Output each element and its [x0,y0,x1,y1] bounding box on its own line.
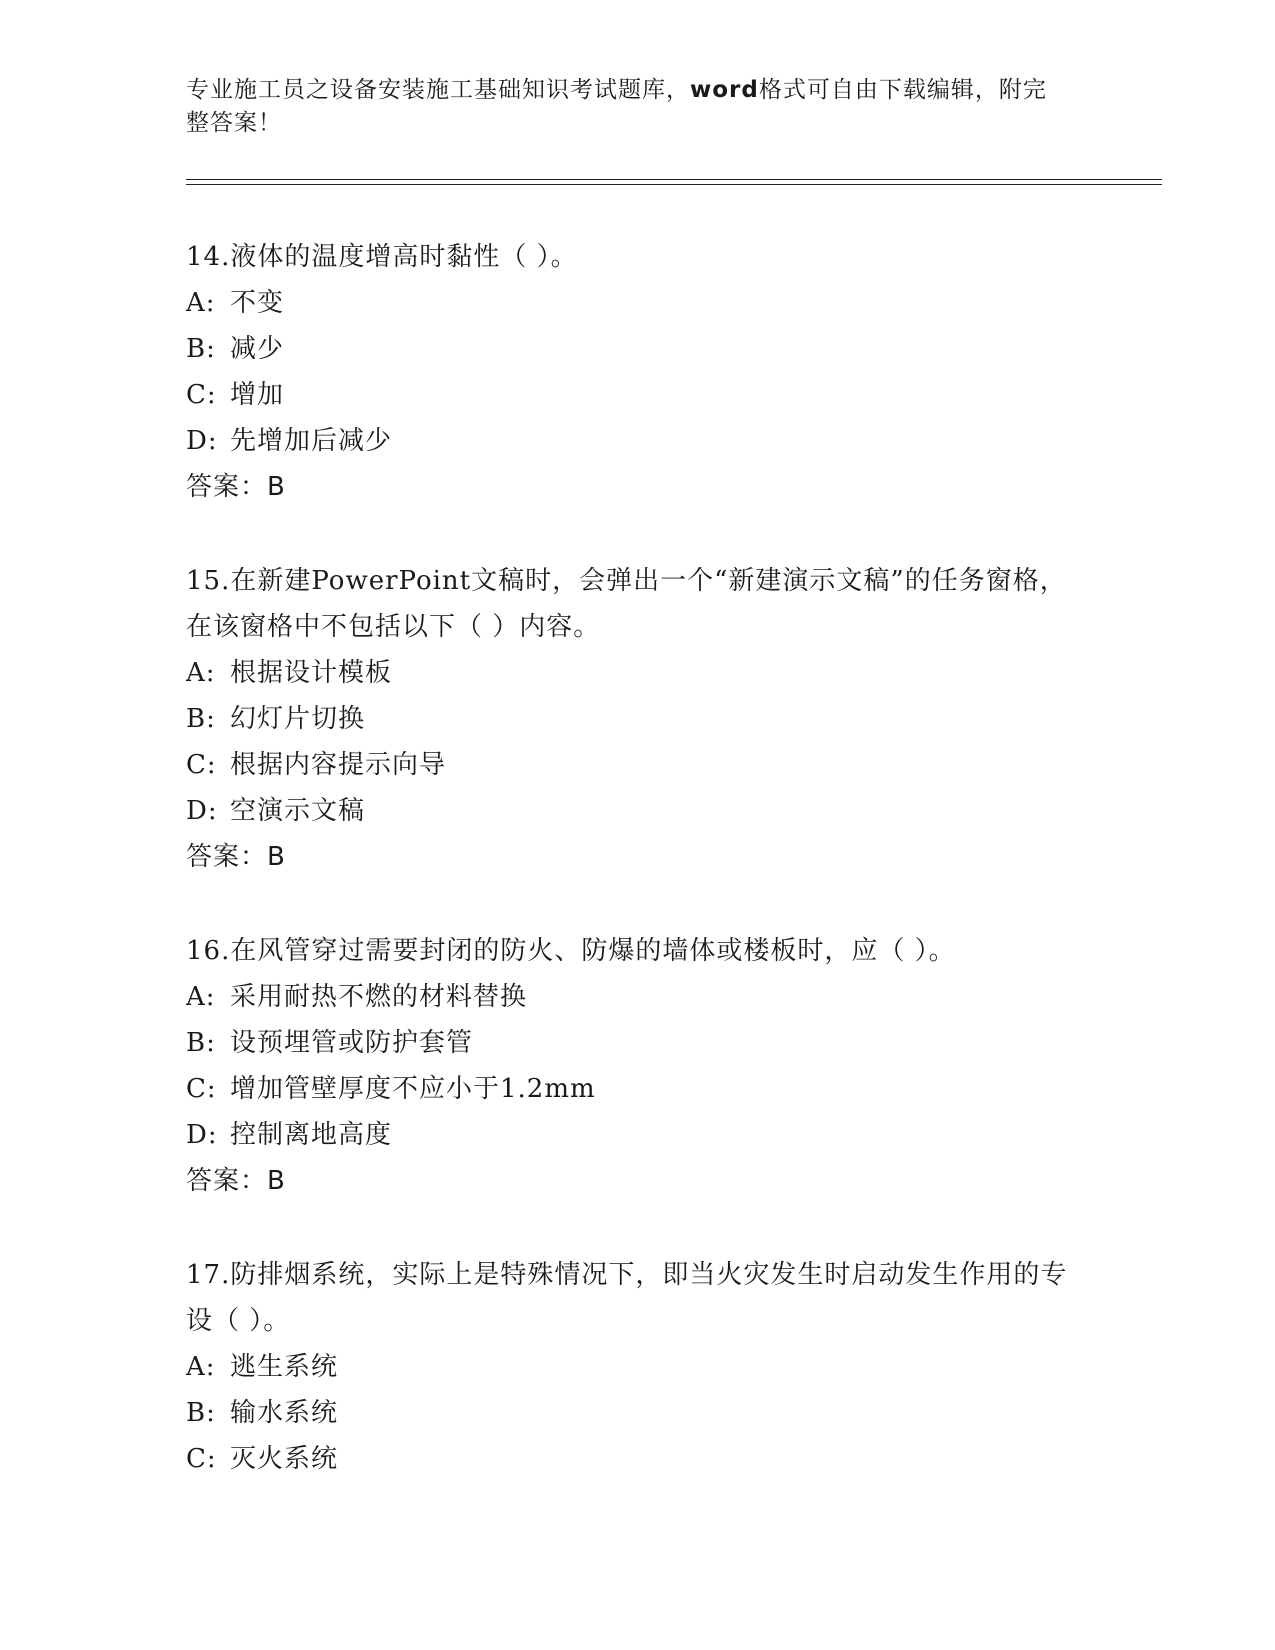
question-stem: 15.在新建PowerPoint文稿时，会弹出一个“新建演示文稿”的任务窗格，在该窗格中不包括以下（ ）内容。 [186,566,1067,642]
option-b [186,1390,1086,1436]
option-text: 幻灯片切换 [230,704,366,734]
option-text: 先增加后减少 [230,426,393,456]
option-d [186,788,1086,834]
option-text: 不变 [230,288,285,318]
option-letter: B: [186,1398,216,1428]
answer-line: 答案：B [186,1166,286,1196]
option-d [186,1112,1086,1158]
option-letter: C: [186,1444,217,1474]
option-text: 根据内容提示向导 [230,750,447,780]
option-letter: A: [186,982,216,1012]
option-a [186,650,1086,696]
option-b [186,696,1086,742]
option-letter: B: [186,1028,216,1058]
option-text: 灭火系统 [230,1444,339,1474]
option-text: 逃生系统 [230,1352,339,1382]
question-14 [186,234,1086,510]
option-a [186,974,1086,1020]
option-text: 采用耐热不燃的材料替换 [230,982,528,1012]
option-text: 设预埋管或防护套管 [230,1028,474,1058]
option-c [186,372,1086,418]
option-letter: B: [186,334,216,364]
option-a [186,280,1086,326]
option-letter: A: [186,288,216,318]
option-letter: D: [186,796,218,826]
option-c [186,1436,1086,1482]
option-c [186,742,1086,788]
option-text: 增加 [230,380,285,410]
option-text: 根据设计模板 [230,658,393,688]
header-divider-top [186,179,1162,180]
option-letter: A: [186,1352,216,1382]
option-letter: C: [186,1074,217,1104]
answer-line: 答案：B [186,842,286,872]
header-text-part2: 格式可自由下载编辑，附完整答案！ [186,77,1047,136]
option-c [186,1066,1086,1112]
option-letter: D: [186,426,218,456]
option-text: 输水系统 [230,1398,339,1428]
question-16 [186,928,1086,1204]
option-letter: C: [186,380,217,410]
question-15 [186,558,1086,880]
option-b [186,1020,1086,1066]
header-divider-bottom [186,184,1162,185]
option-a [186,1344,1086,1390]
option-letter: B: [186,704,216,734]
document-header [186,74,1066,140]
option-letter: D: [186,1120,218,1150]
option-text: 空演示文稿 [230,796,366,826]
header-text-word: word [690,77,759,103]
question-stem: 16.在风管穿过需要封闭的防火、防爆的墙体或楼板时，应（ ）。 [186,936,956,966]
option-text: 增加管壁厚度不应小于1.2mm [230,1074,596,1104]
answer-line: 答案：B [186,472,286,502]
option-letter: A: [186,658,216,688]
option-b [186,326,1086,372]
question-stem: 17.防排烟系统，实际上是特殊情况下，即当火灾发生时启动发生作用的专设（ ）。 [186,1260,1068,1336]
question-list [186,234,1086,1530]
question-stem: 14.液体的温度增高时黏性（ ）。 [186,242,578,272]
option-letter: C: [186,750,217,780]
option-text: 减少 [230,334,285,364]
option-text: 控制离地高度 [230,1120,393,1150]
question-17 [186,1252,1086,1482]
option-d [186,418,1086,464]
header-text-part1: 专业施工员之设备安装施工基础知识考试题库， [186,77,690,103]
